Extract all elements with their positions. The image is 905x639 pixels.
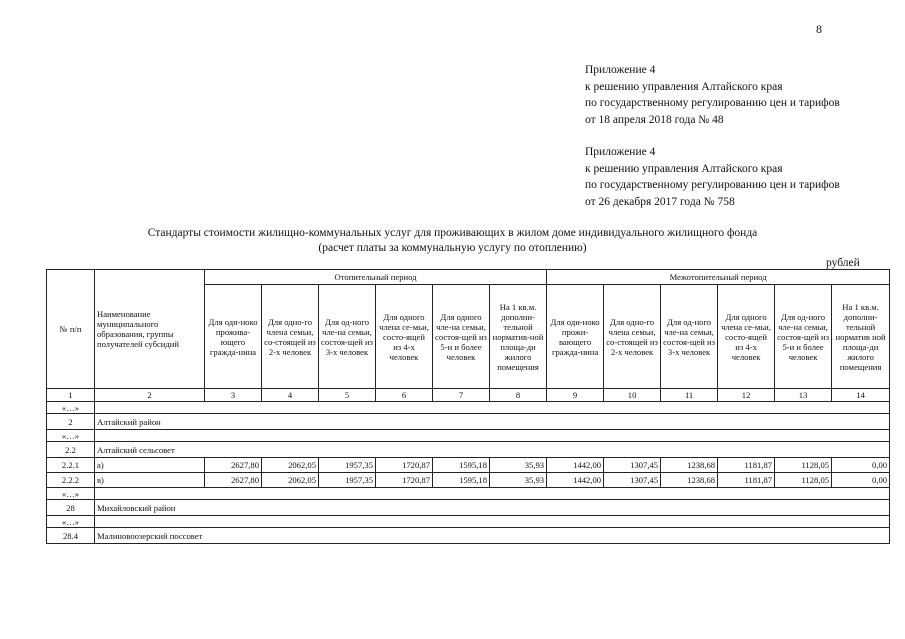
- value-cell: 1128,05: [775, 473, 832, 488]
- value-cell: 1442,00: [547, 473, 604, 488]
- appendix-line: к решению управления Алтайского края: [585, 162, 783, 175]
- value-cell: 1181,87: [718, 473, 775, 488]
- header-heating-col: Для оди-ноко прожива-ющего гражда-нина: [205, 285, 262, 389]
- ellipsis-row: [47, 402, 890, 414]
- table-row-district: [47, 500, 890, 516]
- ellipsis-mark: «…»: [47, 402, 95, 414]
- ellipsis-mark: «…»: [47, 488, 95, 500]
- column-number: 9: [547, 389, 604, 402]
- header-row-number: № п/п: [47, 270, 95, 389]
- header-nonheating-col: Для оди-ноко прожи-вающего гражда-нина: [547, 285, 604, 389]
- ellipsis-row: [47, 430, 890, 442]
- column-number: 13: [775, 389, 832, 402]
- row-code: 2.2: [47, 442, 95, 458]
- row-group-mark: а): [95, 458, 205, 473]
- column-number: 12: [718, 389, 775, 402]
- ellipsis-mark: «…»: [47, 516, 95, 528]
- appendix-block-current: [585, 62, 840, 128]
- table-row-settlement: [47, 528, 890, 544]
- column-number: 4: [262, 389, 319, 402]
- column-number: 2: [95, 389, 205, 402]
- appendix-line: от 18 апреля 2018 года № 48: [585, 113, 724, 126]
- header-nonheating-col: Для од-ного чле-на семьи, состоя-щей из 3-х человек: [661, 285, 718, 389]
- table-row-data: [47, 473, 890, 488]
- value-cell: 1307,45: [604, 473, 661, 488]
- value-cell: 1720,87: [376, 458, 433, 473]
- header-municipality-name: Наименование муниципального образования, группы получателей субсидий: [95, 270, 205, 389]
- column-numbers-row: [47, 389, 890, 402]
- value-cell: 1238,68: [661, 458, 718, 473]
- row-group-mark: в): [95, 473, 205, 488]
- value-cell: 1720,87: [376, 473, 433, 488]
- value-cell: 0,00: [832, 458, 890, 473]
- appendix-line: Приложение 4: [585, 146, 656, 158]
- table-row-data: [47, 458, 890, 473]
- appendix-line: к решению управления Алтайского края: [585, 80, 783, 93]
- header-heating-period: Отопительный период: [205, 270, 547, 285]
- value-cell: 1595,18: [433, 473, 490, 488]
- row-name: Михайловский район: [95, 500, 890, 516]
- ellipsis-row: [47, 488, 890, 500]
- title-line-1: Стандарты стоимости жилищно-коммунальных услуг для проживающих в жилом доме индивидуального жилищного фонда: [147, 227, 758, 239]
- table-row-district: [47, 414, 890, 430]
- header-nonheating-col: Для одного члена се-мьи, состо-ящей из 4-х человек: [718, 285, 775, 389]
- row-code: 2: [47, 414, 95, 430]
- value-cell: 1595,18: [433, 458, 490, 473]
- row-code: 2.2.2: [47, 473, 95, 488]
- row-name: Алтайский район: [95, 414, 890, 430]
- row-code: 2.2.1: [47, 458, 95, 473]
- column-number: 6: [376, 389, 433, 402]
- appendix-line: по государственному регулированию цен и тарифов: [585, 179, 840, 191]
- value-cell: 1181,87: [718, 458, 775, 473]
- row-name: Алтайский сельсовет: [95, 442, 890, 458]
- value-cell: 1442,00: [547, 458, 604, 473]
- appendix-line: по государственному регулированию цен и тарифов: [585, 97, 840, 109]
- row-name: Малиновоозерский поссовет: [95, 528, 890, 544]
- column-number: 7: [433, 389, 490, 402]
- value-cell: 1957,35: [319, 473, 376, 488]
- empty-span: [95, 516, 890, 528]
- row-code: 28: [47, 500, 95, 516]
- value-cell: 1238,68: [661, 473, 718, 488]
- header-nonheating-col: Для одно-го члена семьи, со-стоящей из 2-х человек: [604, 285, 661, 389]
- value-cell: 2627,80: [205, 473, 262, 488]
- page-number: 8: [816, 22, 822, 36]
- column-number: 11: [661, 389, 718, 402]
- empty-span: [95, 430, 890, 442]
- column-number: 8: [490, 389, 547, 402]
- header-heating-col: Для одного члена се-мьи, состо-ящей из 4-х человек: [376, 285, 433, 389]
- row-code: 28.4: [47, 528, 95, 544]
- column-number: 10: [604, 389, 661, 402]
- value-cell: 0,00: [832, 473, 890, 488]
- empty-span: [95, 402, 890, 414]
- currency-unit: рублей: [826, 257, 860, 269]
- empty-span: [95, 488, 890, 500]
- column-number: 1: [47, 389, 95, 402]
- standards-table: [46, 269, 890, 544]
- appendix-line: Приложение 4: [585, 64, 656, 76]
- document-title: [0, 226, 905, 256]
- ellipsis-row: [47, 516, 890, 528]
- value-cell: 1128,05: [775, 458, 832, 473]
- header-heating-col: Для од-ного чле-на семьи, состоя-щей из 3-х человек: [319, 285, 376, 389]
- header-nonheating-col: Для од-ного чле-на семьи, состоя-щей из 5-и и более человек: [775, 285, 832, 389]
- title-line-2: (расчет платы за коммунальную услугу по отоплению): [318, 242, 587, 254]
- value-cell: 2062,05: [262, 473, 319, 488]
- value-cell: 2062,05: [262, 458, 319, 473]
- value-cell: 1957,35: [319, 458, 376, 473]
- value-cell: 35,93: [490, 458, 547, 473]
- column-number: 5: [319, 389, 376, 402]
- header-heating-col: Для одно-го члена семьи, со-стоящей из 2-х человек: [262, 285, 319, 389]
- value-cell: 1307,45: [604, 458, 661, 473]
- header-nonheating-col: На 1 кв.м. дополни-тельной норматив ной площа-ди жилого помещения: [832, 285, 890, 389]
- ellipsis-mark: «…»: [47, 430, 95, 442]
- column-number: 3: [205, 389, 262, 402]
- appendix-block-previous: [585, 144, 840, 210]
- column-number: 14: [832, 389, 890, 402]
- table-row-settlement: [47, 442, 890, 458]
- header-nonheating-period: Межотопительный период: [547, 270, 890, 285]
- header-heating-col: На 1 кв.м. дополни-тельной норматив-ной площа-ди жилого помещения: [490, 285, 547, 389]
- value-cell: 35,93: [490, 473, 547, 488]
- appendix-line: от 26 декабря 2017 года № 758: [585, 195, 735, 208]
- header-heating-col: Для одного чле-на семьи, состоя-щей из 5-и и более человек: [433, 285, 490, 389]
- value-cell: 2627,80: [205, 458, 262, 473]
